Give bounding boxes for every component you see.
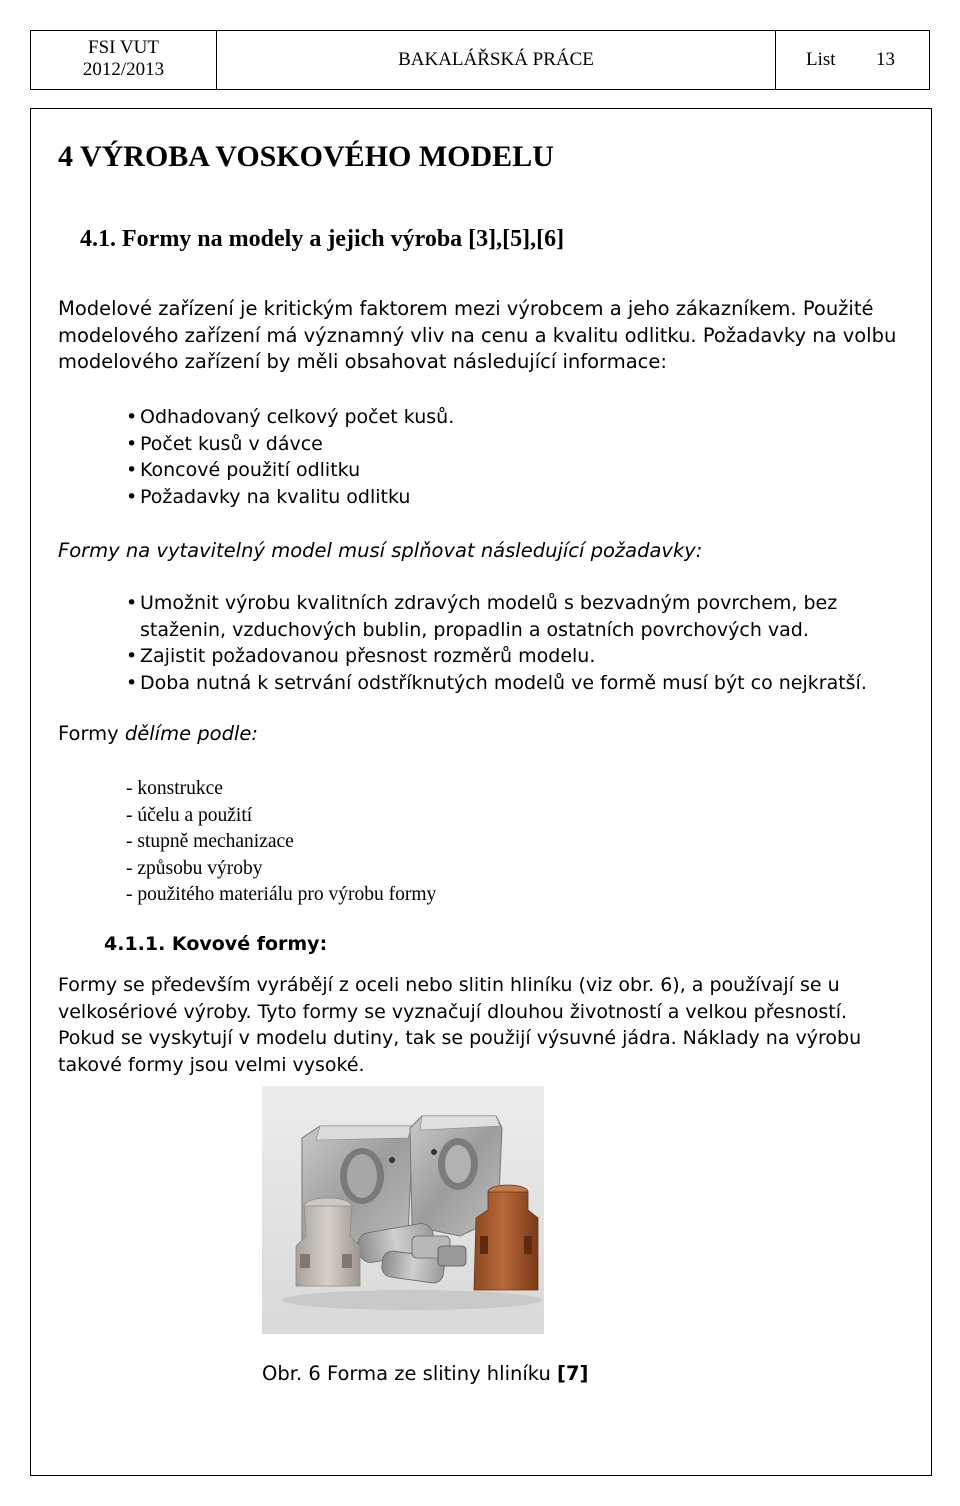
list-item: • Počet kusů v dávce	[126, 432, 323, 455]
header-school	[31, 31, 217, 89]
chapter-heading: 4 VÝROBA VOSKOVÉHO MODELU	[58, 140, 554, 173]
list-item: - způsobu výroby	[126, 857, 263, 879]
list-item: • Odhadovaný celkový počet kusů.	[126, 406, 455, 428]
header-page-info	[775, 31, 929, 89]
list-item: • Umožnit výrobu kvalitních zdravých modelů s bezvadným povrchem, bez	[126, 592, 838, 614]
list-item: - konstrukce	[126, 778, 223, 799]
list-item: • Zajistit požadovanou přesnost rozměrů modelu.	[126, 645, 596, 667]
header-title: BAKALÁŘSKÁ PRÁCE	[398, 49, 594, 70]
paragraph-line: velkosériové výroby. Tyto formy se vyznačují dlouhou životností a velkou přesností.	[58, 1000, 848, 1023]
paragraph-line: Pokud se vyskytují v modelu dutiny, tak se použijí výsuvné jádra. Náklady na výrobu	[58, 1027, 862, 1049]
info-bullet-list	[126, 404, 454, 510]
list-item: • Doba nutná k setrvání odstříknutých modelů ve formě musí být co nejkratší.	[126, 671, 867, 694]
division-intro: Formy dělíme podle:	[58, 722, 258, 745]
intro-line: Modelové zařízení je kritickým faktorem mezi výrobcem a jeho zákazníkem. Použité	[58, 297, 874, 320]
paragraph-line: takové formy jsou velmi vysoké.	[58, 1053, 365, 1076]
list-item: - účelu a použití	[126, 804, 253, 826]
header-school-year: 2012/2013	[82, 59, 165, 80]
list-item: - stupně mechanizace	[126, 831, 294, 852]
intro-line: modelového zařízení má významný vliv na cenu a kvalitu odlitku. Požadavky na volbu	[58, 323, 897, 347]
list-item-continuation: staženin, vzduchových bublin, propadlin a ostatních povrchových vad.	[140, 618, 809, 641]
intro-line: modelového zařízení by měli obsahovat následující informace:	[58, 350, 667, 373]
requirements-intro: Formy na vytavitelný model musí splňovat následující požadavky:	[58, 539, 703, 562]
header-page-number: 13	[876, 49, 895, 70]
list-item: - použitého materiálu pro výrobu formy	[126, 884, 437, 905]
intro-paragraph	[58, 296, 896, 376]
header-list-label: List	[806, 49, 836, 70]
subsection-heading: 4.1.1. Kovové formy:	[104, 933, 328, 955]
page-header	[30, 30, 930, 90]
figure-caption: Obr. 6 Forma ze slitiny hliníku [7]	[262, 1362, 589, 1385]
list-item: • Požadavky na kvalitu odlitku	[126, 485, 411, 508]
paragraph-line: Formy se především vyrábějí z oceli nebo slitin hliníku (viz obr. 6), a používají se u	[58, 974, 840, 996]
mold-photo	[262, 1086, 544, 1334]
header-school-name: FSI VUT	[88, 37, 159, 58]
metal-forms-paragraph	[58, 972, 861, 1078]
requirements-bullet-list	[126, 590, 867, 696]
list-item: • Koncové použití odlitku	[126, 459, 361, 481]
division-list	[126, 776, 436, 909]
section-heading: 4.1. Formy na modely a jejich výroba [3],[5],[6]	[80, 226, 565, 252]
